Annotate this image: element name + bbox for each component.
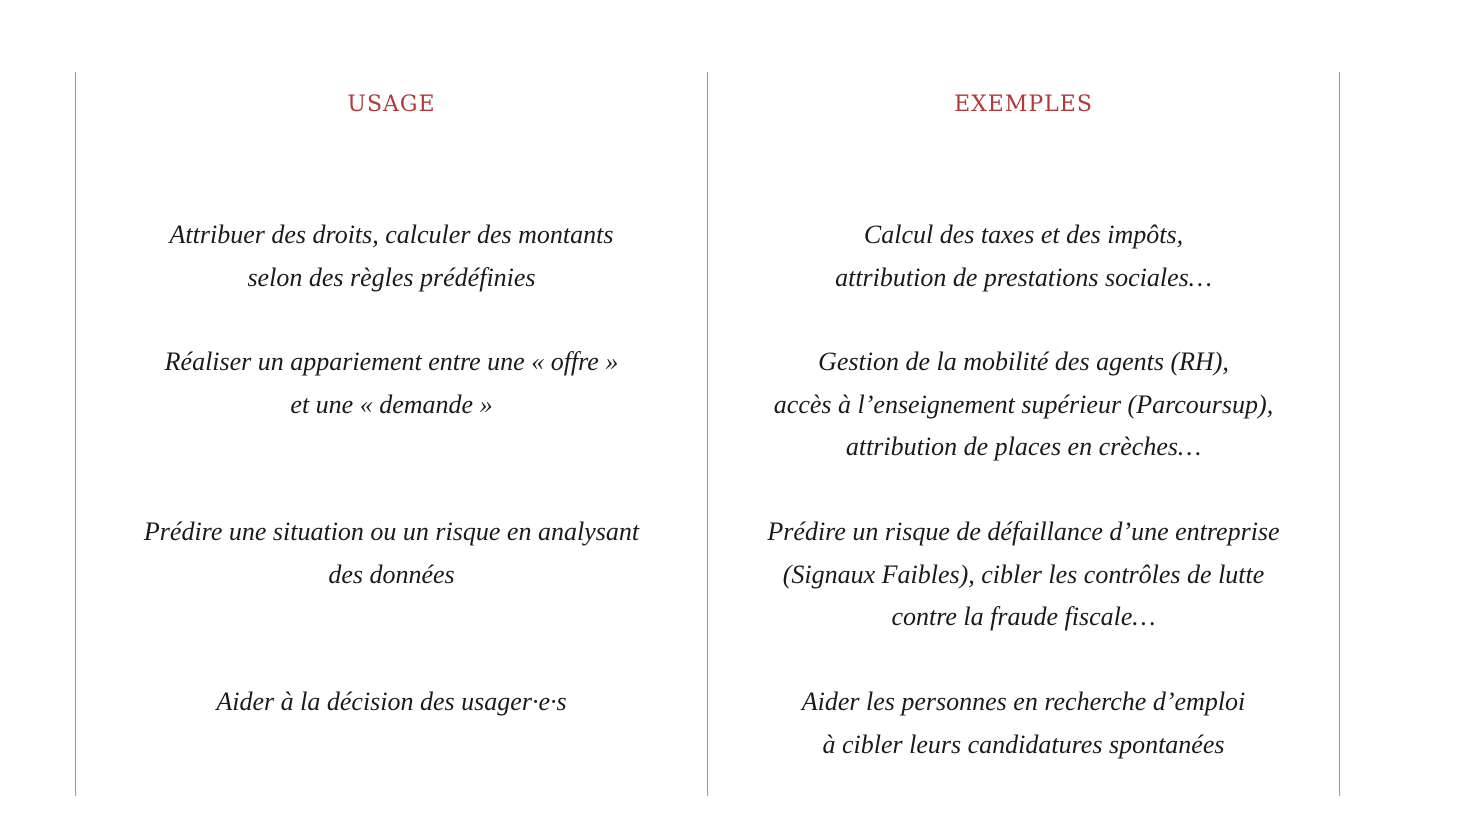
exemples-row-3-line-2: (Signaux Faibles), cibler les contrôles de lutte [782,559,1265,589]
usage-row-1-line-1: Attribuer des droits, calculer des montants [169,220,614,249]
exemples-row-2 [708,341,1339,469]
exemples-row-2-line-1: Gestion de la mobilité des agents (RH), [818,347,1229,376]
usage-heading: USAGE [347,92,436,117]
exemples-column [708,0,1339,838]
usage-row-2-line-1: Réaliser un appariement entre une « offre » [164,347,619,376]
column-divider-right [1339,72,1340,796]
exemples-row-3 [708,511,1339,639]
usage-row-3-line-2: des données [328,559,455,589]
exemples-row-3-line-1: Prédire un risque de défaillance d’une entreprise [767,517,1280,546]
exemples-row-4-line-1: Aider les personnes en recherche d’emploi [801,687,1246,716]
usage-row-2 [76,341,707,426]
exemples-row-1-line-1: Calcul des taxes et des impôts, [863,220,1184,249]
usage-row-1-line-2: selon des règles prédéfinies [247,262,536,292]
usage-row-3-line-1: Prédire une situation ou un risque en analysant [143,517,640,546]
usage-column [76,0,707,838]
exemples-row-2-line-2: accès à l’enseignement supérieur (Parcoursup), [773,389,1274,419]
usage-row-4 [76,681,707,724]
usage-row-3 [76,511,707,596]
exemples-row-4-line-2: à cibler leurs candidatures spontanées [822,729,1225,759]
usage-row-4-line-1: Aider à la décision des usager·e·s [216,687,567,716]
exemples-heading: EXEMPLES [954,92,1093,117]
exemples-row-1-line-2: attribution de prestations sociales… [835,262,1212,292]
usage-row-1 [76,214,707,299]
exemples-row-1 [708,214,1339,299]
exemples-row-4 [708,681,1339,766]
usage-row-2-line-2: et une « demande » [290,389,493,419]
exemples-row-3-line-3: contre la fraude fiscale… [891,602,1156,631]
exemples-row-2-line-3: attribution de places en crèches… [845,432,1202,461]
